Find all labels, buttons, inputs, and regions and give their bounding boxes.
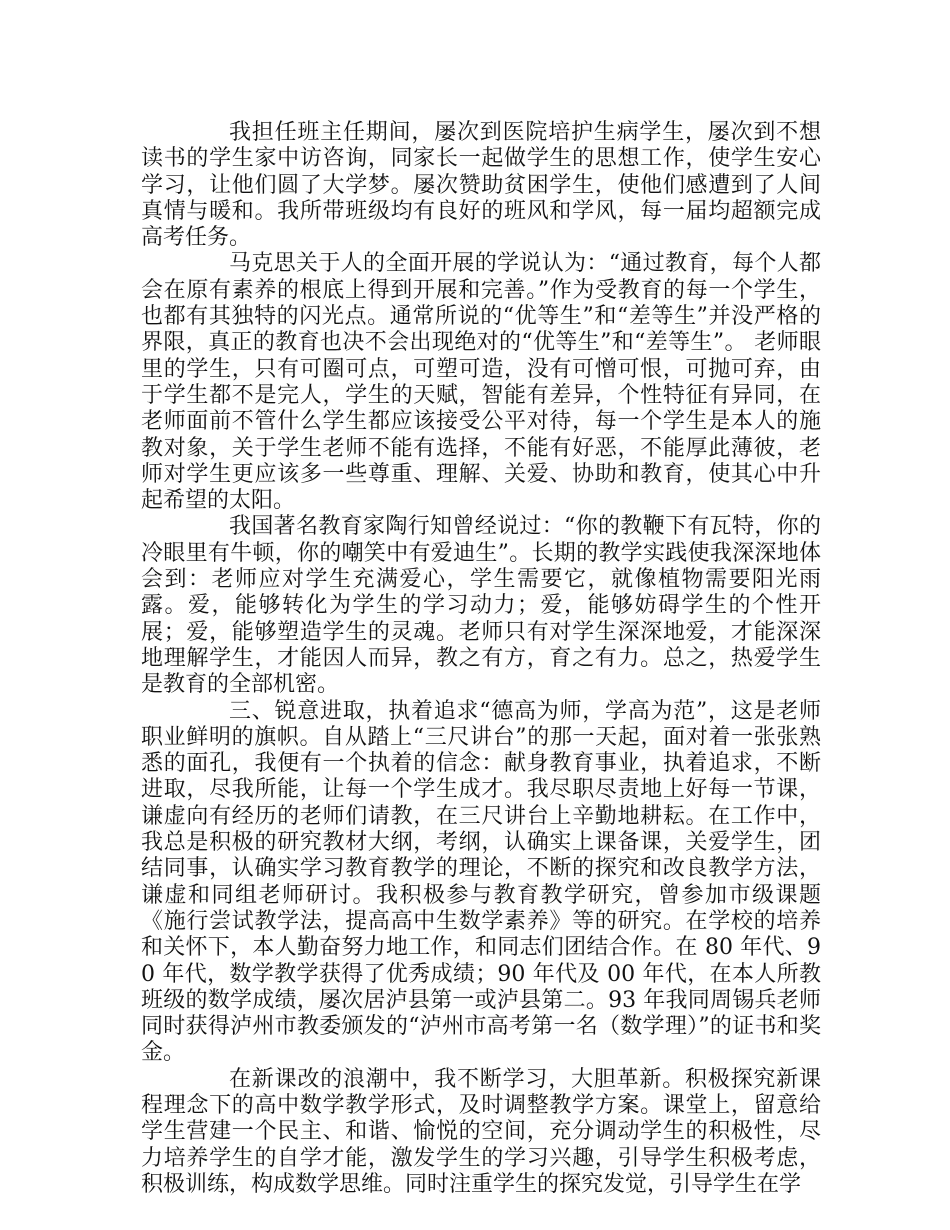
paragraph-tao-xingzhi-quote: 我国著名教育家陶行知曾经说过：“你的教鞭下有瓦特，你的冷眼里有牛顿，你的嘲笑中有爱迪生”。长期的教学实践使我深深地体会到：老师应对学生充满爱心，学生需要它，就像植物需要阳光雨露。爱，能够转化为学生的学习动力；爱，能够妨碍学生的个性开展；爱，能够塑造学生的灵魂。老师只有对学生深深地爱，才能深深地理解学生，才能因人而异，教之有方，育之有力。总之，热爱学生是教育的全部机密。 (141, 514, 821, 698)
paragraph-section-three: 三、锐意进取，执着追求“德高为师，学高为范”，这是老师职业鲜明的旗帜。自从踏上“三尺讲台”的那一天起，面对着一张张熟悉的面孔，我便有一个执着的信念：献身教育事业，执着追求，不断进取，尽我所能，让每一个学生成才。我尽职尽责地上好每一节课，谦虚向有经历的老师们请教，在三尺讲台上辛勤地耕耘。在工作中，我总是积极的研究教材大纲，考纲，认确实上课备课，关爱学生，团结同事，认确实学习教育教学的理论，不断的探究和改良教学方法，谦虚和同组老师研讨。我积极参与教育教学研究，曾参加市级课题《施行尝试教学法，提高高中生数学素养》等的研究。在学校的培养和关怀下，本人勤奋努力地工作，和同志们团结合作。在 80 年代、90 年代，数学教学获得了优秀成绩；90 年代及 00 年代，在本人所教班级的数学成绩，屡次居泸县第一或泸县第二。93 年我同周锡兵老师同时获得泸州市教委颁发的“泸州市高考第一名（数学理）”的证书和奖金。 (141, 698, 821, 1066)
paragraph-class-teacher-duties: 我担任班主任期间，屡次到医院培护生病学生，屡次到不想读书的学生家中访咨询，同家长一起做学生的思想工作，使学生安心学习，让他们圆了大学梦。屡次赞助贫困学生，使他们感遭到了人间真情与暖和。我所带班级均有良好的班风和学风，每一届均超额完成高考任务。 (141, 120, 821, 251)
document-body (141, 120, 821, 1198)
paragraph-marx-theory: 马克思关于人的全面开展的学说认为：“通过教育，每个人都会在原有素养的根底上得到开展和完善。”作为受教育的每一个学生，也都有其独特的闪光点。通常所说的“优等生”和“差等生”并没严格的界限，真正的教育也决不会出现绝对的“优等生”和“差等生”。 老师眼里的学生，只有可圈可点，可塑可造，没有可憎可恨，可抛可弃，由于学生都不是完人，学生的天赋，智能有差异，个性特征有异同，在老师面前不管什么学生都应该接受公平对待，每一个学生是本人的施教对象，关于学生老师不能有选择，不能有好恶，不能厚此薄彼，老师对学生更应该多一些尊重、理解、关爱、协助和教育，使其心中升起希望的太阳。 (141, 251, 821, 514)
paragraph-new-curriculum: 在新课改的浪潮中，我不断学习，大胆革新。积极探究新课程理念下的高中数学教学形式，及时调整教学方案。课堂上，留意给学生营建一个民主、和谐、愉悦的空间，充分调动学生的积极性，尽力培养学生的自学才能，激发学生的学习兴趣，引导学生积极考虑，积极训练，构成数学思维。同时注重学生的探究发觉，引导学生在学 (141, 1066, 821, 1197)
